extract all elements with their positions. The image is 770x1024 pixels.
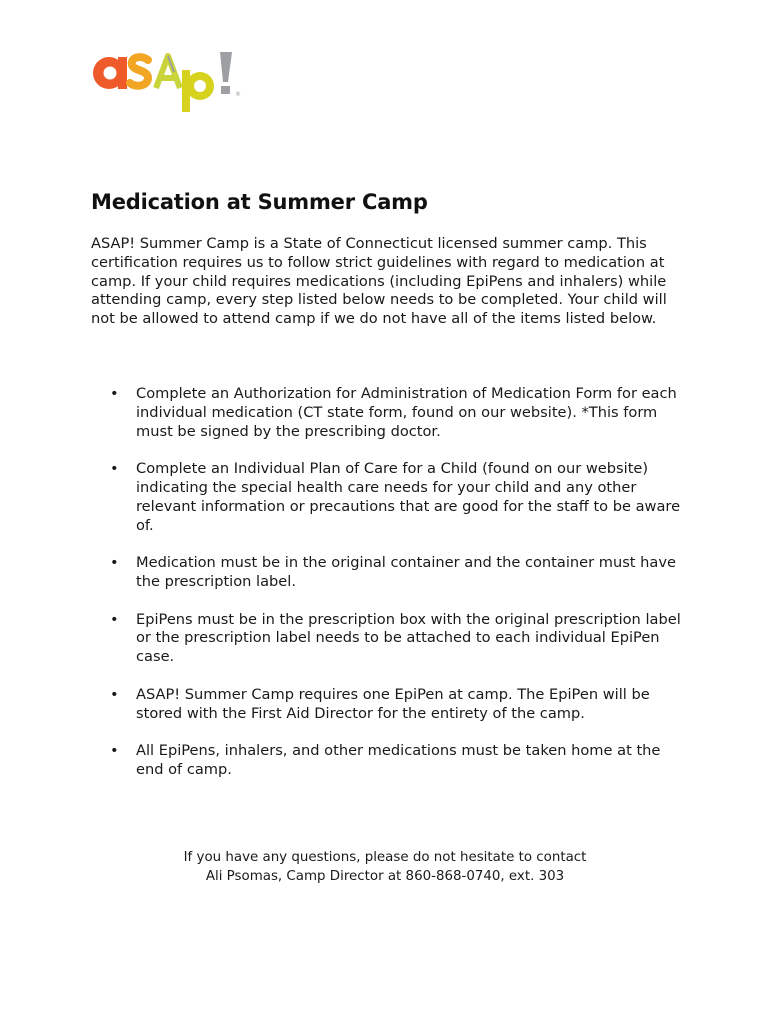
logo-letter-s (130, 57, 148, 86)
requirement-item (110, 611, 690, 667)
asap-logo (90, 48, 250, 118)
requirements-list (110, 385, 690, 799)
requirement-text: Complete an Authorization for Administration of Medication Form for each individual medication (CT state form, found on our website). *This form must be signed by the prescribing doctor. (136, 385, 677, 440)
requirement-text: All EpiPens, inhalers, and other medications must be taken home at the end of camp. (136, 742, 661, 778)
logo-letter-a-green (156, 56, 180, 88)
contact-footer (0, 849, 770, 886)
requirement-item (110, 686, 690, 724)
logo-letter-a-orange (93, 57, 127, 89)
bullet-glyph: • (110, 685, 119, 703)
bullet-glyph: • (110, 385, 119, 402)
footer-line-1: If you have any questions, please do not hesitate to contact (183, 850, 587, 865)
logo-exclamation (220, 52, 232, 94)
requirement-item (110, 554, 690, 592)
intro-paragraph: ASAP! Summer Camp is a State of Connecticut licensed summer camp. This certification requires us to follow strict guidelines with regard to medication at camp. If your child requires medications (including EpiPens and inhalers) while attending camp, every step listed below needs to be completed. Your child will not be allowed to attend camp if we do not have all of the items listed below. (91, 235, 667, 328)
logo-letter-p (182, 70, 214, 112)
bullet-glyph: • (110, 610, 119, 628)
registered-mark: ® (235, 91, 241, 98)
requirement-text: ASAP! Summer Camp requires one EpiPen at camp. The EpiPen will be stored with the First Aid Director for the entirety of the camp. (136, 685, 650, 722)
requirement-text: Complete an Individual Plan of Care for a Child (found on our website) indicating the special health care needs for your child and any other relevant information or precautions that are good for the staff to be aware of. (136, 460, 681, 534)
bullet-glyph: • (110, 742, 119, 760)
footer-line-2: Ali Psomas, Camp Director at 860-868-0740, ext. 303 (205, 868, 565, 884)
requirement-item (110, 742, 690, 780)
bullet-glyph: • (110, 554, 119, 572)
page-title: Medication at Summer Camp (91, 190, 428, 214)
requirement-item (110, 460, 690, 535)
requirement-text: Medication must be in the original container and the container must have the prescription label. (136, 554, 676, 590)
requirement-item (110, 385, 690, 441)
bullet-glyph: • (110, 460, 119, 478)
requirement-text: EpiPens must be in the prescription box with the original prescription label or the prescription label needs to be attached to each individual EpiPen case. (136, 610, 681, 666)
